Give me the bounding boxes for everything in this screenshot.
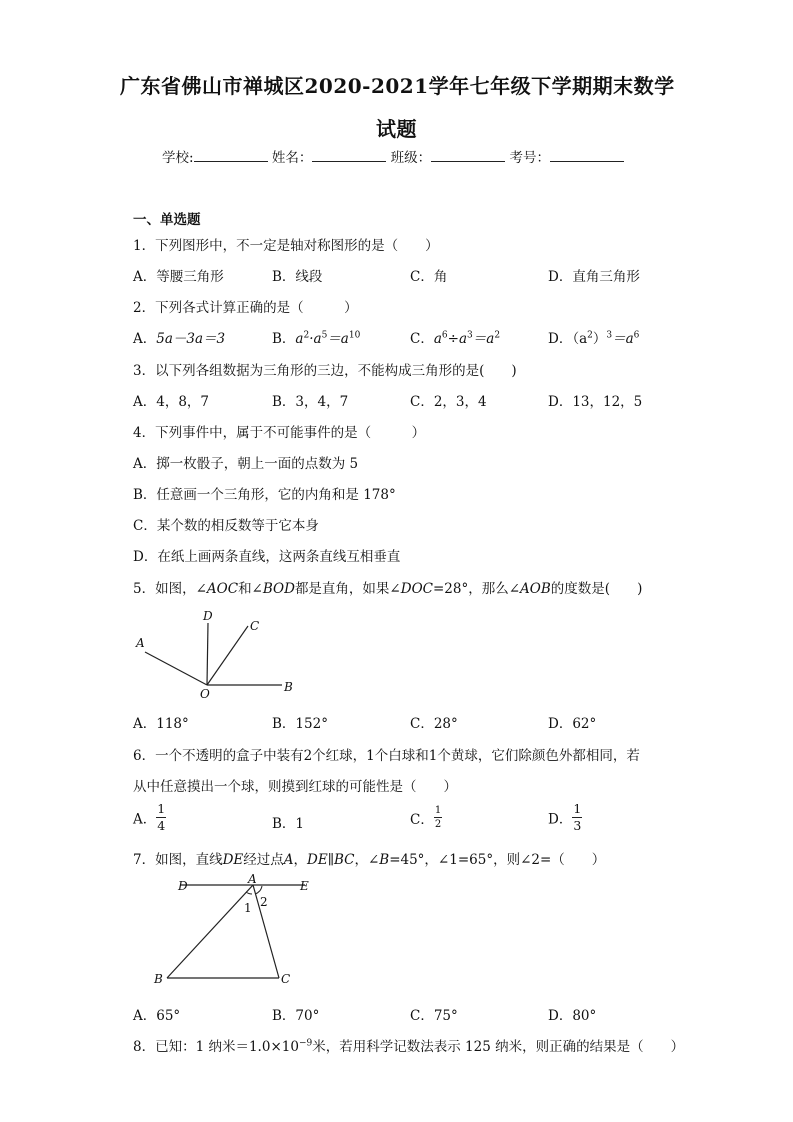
question-5-stem: 5．如图，∠AOC和∠BOD都是直角，如果∠DOC=28°，那么∠AOB的度数是( ) (133, 581, 643, 597)
q7-option-d: D．80° (548, 1008, 597, 1024)
q2-option-d: D．$(a^2)^3=a^6$ (548, 330, 640, 347)
q7-triangle-figure (150, 874, 320, 989)
q2-option-a: A．5a－3a＝3 (133, 331, 226, 347)
q7-option-b: B．70° (272, 1008, 320, 1024)
question-7-stem: 7．如图，直线DE经过点A，DE∥BC，∠B=45°，∠1=65°，则∠2=（ ） (133, 852, 606, 868)
segment-ab (167, 885, 253, 978)
q3-option-d: D．13，12，5 (548, 394, 643, 410)
label-o: O (200, 687, 210, 700)
question-1-stem: 1．下列图形中，不一定是轴对称图形的是（ ） (133, 238, 439, 254)
ray-oa (145, 652, 207, 685)
ray-oc (207, 626, 248, 685)
student-info-line (162, 146, 624, 166)
q4-option-d: D．在纸上画两条直线，这两条直线互相垂直 (133, 549, 401, 565)
question-4-stem: 4．下列事件中，属于不可能事件的是（ ） (133, 425, 426, 441)
q6-option-b: B．1 (272, 816, 305, 832)
q1-option-d: D．直角三角形 (548, 269, 640, 285)
q1-option-a: A．等腰三角形 (133, 269, 224, 285)
label-c: C (281, 972, 291, 986)
question-8-stem: 8．已知：1 纳米$=1.0\times 10^{-9}$米，若用科学记数法表示 125 纳米，则正确的结果是（ ） (133, 1038, 685, 1055)
q3-option-b: B．3，4，7 (272, 394, 349, 410)
name-blank (312, 148, 386, 162)
label-d: D (203, 609, 213, 623)
question-3-stem: 3．以下列各组数据为三角形的三边，不能构成三角形的是( ) (133, 363, 517, 379)
label-e: E (300, 879, 309, 893)
q6-option-c: C． $\frac{1}{2}$ (410, 805, 442, 830)
class-label: 班级： (390, 150, 432, 166)
page-title-line2: 试题 (376, 117, 417, 141)
q2-option-c: C．$a^6\div a^3=a^2$ (410, 330, 501, 347)
ray-od (207, 623, 208, 685)
q1-option-b: B．线段 (272, 269, 323, 285)
school-label: 学校: (162, 150, 194, 166)
label-a: A (248, 874, 257, 886)
q4-option-c: C．某个数的相反数等于它本身 (133, 518, 319, 534)
label-1: 1 (244, 901, 252, 915)
q5-option-b: B．152° (272, 716, 328, 732)
q3-option-c: C．2，3，4 (410, 394, 487, 410)
class-blank (431, 148, 505, 162)
label-b: B (284, 680, 293, 694)
question-2-stem: 2．下列各式计算正确的是（ ） (133, 300, 358, 316)
q2-option-b: B．$a^2\cdot a^5=a^{10}$ (272, 330, 361, 347)
question-6-stem-line1: 6．一个不透明的盒子中装有2个红球，1个白球和1个黄球，它们除颜色外都相同，若 (133, 748, 640, 764)
label-2: 2 (260, 895, 268, 909)
q4-option-a: A．掷一枚骰子，朝上一面的点数为 5 (133, 456, 359, 472)
school-blank (194, 148, 268, 162)
page-title-line1: 广东省佛山市禅城区2020-2021学年七年级下学期期末数学 (120, 74, 675, 98)
q7-option-c: C．75° (410, 1008, 458, 1024)
q4-option-b: B．任意画一个三角形，它的内角和是 178° (133, 487, 396, 503)
label-a: A (136, 636, 145, 650)
q1-option-c: C．角 (410, 269, 448, 285)
q5-option-a: A．118° (133, 716, 189, 732)
q6-option-a: A． $\frac{1}{4}$ (133, 801, 166, 833)
question-6-stem-line2: 从中任意摸出一个球，则摸到红球的可能性是（ ） (133, 779, 457, 795)
q5-angle-figure (130, 605, 305, 700)
q7-option-a: A．65° (133, 1008, 181, 1024)
q6-option-d: D． $\frac{1}{3}$ (548, 801, 582, 833)
label-b: B (154, 972, 163, 986)
label-c: C (250, 619, 260, 633)
exam-no-blank (550, 148, 624, 162)
angle-1-arc (246, 892, 252, 894)
q5-option-c: C．28° (410, 716, 458, 732)
angle-2-arc (255, 886, 262, 894)
section-title: 一、单选题 (133, 212, 201, 228)
label-d: D (178, 879, 188, 893)
q3-option-a: A．4，8，7 (133, 394, 210, 410)
q5-option-d: D．62° (548, 716, 597, 732)
exam-no-label: 考号： (509, 150, 550, 166)
name-label: 姓名： (271, 150, 313, 166)
